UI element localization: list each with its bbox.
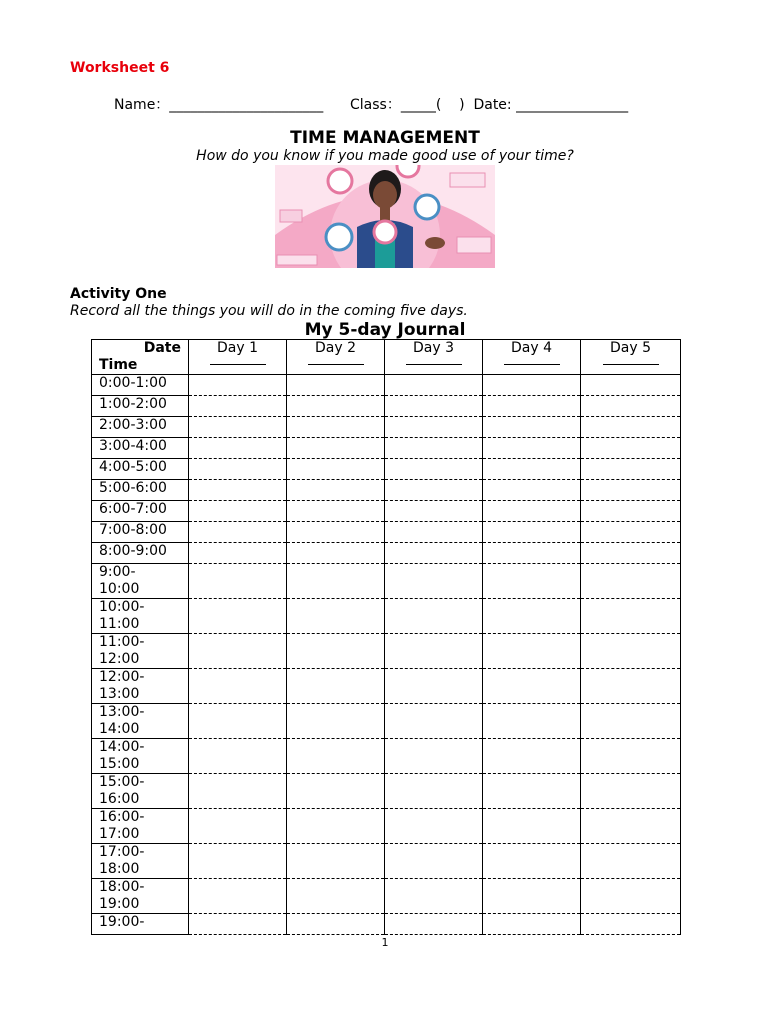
day-label: Day 4: [510, 340, 552, 356]
day-header-2: [287, 340, 385, 375]
journal-entry-cell[interactable]: [287, 501, 385, 522]
table-row: [92, 417, 681, 438]
journal-entry-cell[interactable]: [287, 396, 385, 417]
journal-entry-cell[interactable]: [385, 669, 483, 704]
journal-entry-cell[interactable]: [189, 375, 287, 396]
table-row: [92, 774, 681, 809]
journal-entry-cell[interactable]: [385, 459, 483, 480]
table-row: [92, 438, 681, 459]
journal-entry-cell[interactable]: [385, 501, 483, 522]
journal-entry-cell[interactable]: [287, 417, 385, 438]
time-label: Time: [99, 357, 138, 373]
journal-entry-cell[interactable]: [385, 739, 483, 774]
journal-entry-cell[interactable]: [483, 809, 581, 844]
journal-entry-cell[interactable]: [189, 480, 287, 501]
journal-entry-cell[interactable]: [385, 914, 483, 935]
day-label: Day 1: [216, 340, 258, 356]
table-row: [92, 599, 681, 634]
table-row: [92, 375, 681, 396]
date-underline: [406, 357, 462, 365]
table-row: [92, 522, 681, 543]
journal-entry-cell[interactable]: [483, 543, 581, 564]
journal-entry-cell[interactable]: [287, 375, 385, 396]
table-row: [92, 844, 681, 879]
table-row: [92, 543, 681, 564]
journal-entry-cell[interactable]: [189, 879, 287, 914]
journal-entry-cell[interactable]: [581, 669, 681, 704]
time-slot-cell: 3:00-4:00: [92, 438, 189, 459]
journal-entry-cell[interactable]: [483, 480, 581, 501]
journal-entry-cell[interactable]: [189, 704, 287, 739]
journal-entry-cell[interactable]: [483, 438, 581, 459]
journal-entry-cell[interactable]: [385, 417, 483, 438]
journal-entry-cell[interactable]: [287, 634, 385, 669]
journal-entry-cell[interactable]: [581, 396, 681, 417]
journal-entry-cell[interactable]: [189, 501, 287, 522]
table-row: [92, 634, 681, 669]
time-slot-cell: 14:00- 15:00: [92, 739, 189, 774]
journal-entry-cell[interactable]: [581, 739, 681, 774]
name-class-date-line: Name：______________________ Class：_____( ) Date: ________________: [114, 97, 629, 113]
journal-title: My 5-day Journal: [304, 320, 466, 340]
journal-entry-cell[interactable]: [385, 599, 483, 634]
journal-entry-cell[interactable]: [581, 522, 681, 543]
journal-entry-cell[interactable]: [385, 543, 483, 564]
journal-entry-cell[interactable]: [581, 634, 681, 669]
journal-entry-cell[interactable]: [581, 459, 681, 480]
journal-entry-cell[interactable]: [483, 564, 581, 599]
table-row: [92, 501, 681, 522]
journal-entry-cell[interactable]: [581, 375, 681, 396]
journal-entry-cell[interactable]: [581, 914, 681, 935]
time-slot-cell: 13:00- 14:00: [92, 704, 189, 739]
time-slot-cell: 4:00-5:00: [92, 459, 189, 480]
day-header-4: [483, 340, 581, 375]
journal-entry-cell[interactable]: [189, 543, 287, 564]
journal-table: [91, 339, 681, 935]
journal-entry-cell[interactable]: [483, 459, 581, 480]
journal-entry-cell[interactable]: [385, 809, 483, 844]
table-row: [92, 879, 681, 914]
time-slot-cell: 2:00-3:00: [92, 417, 189, 438]
time-slot-cell: 6:00-7:00: [92, 501, 189, 522]
journal-body: [92, 375, 681, 935]
table-row: [92, 564, 681, 599]
journal-entry-cell[interactable]: [385, 564, 483, 599]
time-slot-cell: 10:00- 11:00: [92, 599, 189, 634]
time-slot-cell: 12:00- 13:00: [92, 669, 189, 704]
time-slot-cell: 16:00- 17:00: [92, 809, 189, 844]
page-subtitle: How do you know if you made good use of your time?: [196, 148, 574, 164]
journal-entry-cell[interactable]: [287, 844, 385, 879]
journal-entry-cell[interactable]: [581, 844, 681, 879]
journal-entry-cell[interactable]: [189, 774, 287, 809]
journal-entry-cell[interactable]: [483, 634, 581, 669]
journal-entry-cell[interactable]: [385, 522, 483, 543]
journal-entry-cell[interactable]: [189, 564, 287, 599]
time-slot-cell: 0:00-1:00: [92, 375, 189, 396]
table-row: [92, 669, 681, 704]
time-slot-cell: 18:00- 19:00: [92, 879, 189, 914]
journal-entry-cell[interactable]: [483, 879, 581, 914]
journal-entry-cell[interactable]: [287, 522, 385, 543]
journal-entry-cell[interactable]: [287, 438, 385, 459]
date-underline: [210, 357, 266, 365]
journal-entry-cell[interactable]: [483, 914, 581, 935]
table-row: [92, 396, 681, 417]
day-header-1: [189, 340, 287, 375]
journal-entry-cell[interactable]: [385, 879, 483, 914]
journal-entry-cell[interactable]: [581, 417, 681, 438]
journal-entry-cell[interactable]: [189, 739, 287, 774]
journal-entry-cell[interactable]: [483, 396, 581, 417]
table-row: [92, 704, 681, 739]
journal-entry-cell[interactable]: [287, 543, 385, 564]
journal-entry-cell[interactable]: [385, 634, 483, 669]
table-row: [92, 739, 681, 774]
time-slot-cell: 9:00- 10:00: [92, 564, 189, 599]
journal-entry-cell[interactable]: [483, 417, 581, 438]
journal-entry-cell[interactable]: [287, 480, 385, 501]
journal-entry-cell[interactable]: [483, 599, 581, 634]
journal-entry-cell[interactable]: [189, 396, 287, 417]
journal-entry-cell[interactable]: [189, 809, 287, 844]
table-row: [92, 914, 681, 935]
journal-entry-cell[interactable]: [581, 599, 681, 634]
journal-entry-cell[interactable]: [483, 704, 581, 739]
page-number: 1: [381, 936, 389, 949]
journal-entry-cell[interactable]: [287, 914, 385, 935]
journal-entry-cell[interactable]: [385, 480, 483, 501]
page-title: TIME MANAGEMENT: [290, 128, 480, 148]
date-label: Date: [143, 340, 181, 356]
time-slot-cell: 8:00-9:00: [92, 543, 189, 564]
journal-entry-cell[interactable]: [287, 599, 385, 634]
journal-entry-cell[interactable]: [287, 774, 385, 809]
table-row: [92, 480, 681, 501]
journal-entry-cell[interactable]: [581, 480, 681, 501]
journal-entry-cell[interactable]: [385, 375, 483, 396]
journal-entry-cell[interactable]: [189, 522, 287, 543]
journal-entry-cell[interactable]: [287, 704, 385, 739]
journal-entry-cell[interactable]: [287, 459, 385, 480]
journal-entry-cell[interactable]: [287, 669, 385, 704]
journal-entry-cell[interactable]: [483, 375, 581, 396]
time-slot-cell: 17:00- 18:00: [92, 844, 189, 879]
journal-header-row: [92, 340, 681, 375]
date-time-corner-cell: [92, 340, 189, 375]
journal-entry-cell[interactable]: [287, 879, 385, 914]
journal-entry-cell[interactable]: [483, 522, 581, 543]
journal-entry-cell[interactable]: [385, 844, 483, 879]
day-header-5: [581, 340, 681, 375]
journal-entry-cell[interactable]: [287, 809, 385, 844]
time-slot-cell: 11:00- 12:00: [92, 634, 189, 669]
journal-entry-cell[interactable]: [385, 704, 483, 739]
activity-description: Record all the things you will do in the coming five days.: [70, 303, 468, 319]
day-label: Day 2: [314, 340, 356, 356]
worksheet-label: Worksheet 6: [70, 60, 170, 76]
journal-entry-cell[interactable]: [581, 879, 681, 914]
day-label: Day 5: [609, 340, 651, 356]
journal-entry-cell[interactable]: [189, 599, 287, 634]
activity-title: Activity One: [70, 286, 167, 302]
person-juggling-clocks-illustration: [275, 165, 495, 268]
journal-entry-cell[interactable]: [189, 634, 287, 669]
time-slot-cell: 1:00-2:00: [92, 396, 189, 417]
journal-entry-cell[interactable]: [581, 438, 681, 459]
journal-entry-cell[interactable]: [287, 564, 385, 599]
date-underline: [603, 357, 659, 365]
journal-entry-cell[interactable]: [385, 396, 483, 417]
day-header-3: [385, 340, 483, 375]
journal-entry-cell[interactable]: [189, 844, 287, 879]
journal-entry-cell[interactable]: [483, 774, 581, 809]
journal-entry-cell[interactable]: [189, 438, 287, 459]
date-underline: [504, 357, 560, 365]
journal-entry-cell[interactable]: [483, 501, 581, 522]
journal-entry-cell[interactable]: [581, 564, 681, 599]
table-row: [92, 809, 681, 844]
journal-entry-cell[interactable]: [581, 809, 681, 844]
journal-entry-cell[interactable]: [483, 669, 581, 704]
journal-entry-cell[interactable]: [483, 844, 581, 879]
journal-entry-cell[interactable]: [581, 774, 681, 809]
day-label: Day 3: [412, 340, 454, 356]
journal-entry-cell[interactable]: [287, 739, 385, 774]
journal-entry-cell[interactable]: [385, 774, 483, 809]
illustration-svg: [275, 165, 495, 268]
journal-entry-cell[interactable]: [385, 438, 483, 459]
time-slot-cell: 15:00- 16:00: [92, 774, 189, 809]
journal-entry-cell[interactable]: [189, 669, 287, 704]
time-slot-cell: 5:00-6:00: [92, 480, 189, 501]
journal-entry-cell[interactable]: [581, 704, 681, 739]
time-slot-cell: 7:00-8:00: [92, 522, 189, 543]
journal-entry-cell[interactable]: [189, 417, 287, 438]
journal-entry-cell[interactable]: [189, 914, 287, 935]
table-row: [92, 459, 681, 480]
journal-entry-cell[interactable]: [581, 543, 681, 564]
journal-entry-cell[interactable]: [581, 501, 681, 522]
time-slot-cell: 19:00-: [92, 914, 189, 935]
journal-entry-cell[interactable]: [483, 739, 581, 774]
journal-entry-cell[interactable]: [189, 459, 287, 480]
date-underline: [308, 357, 364, 365]
